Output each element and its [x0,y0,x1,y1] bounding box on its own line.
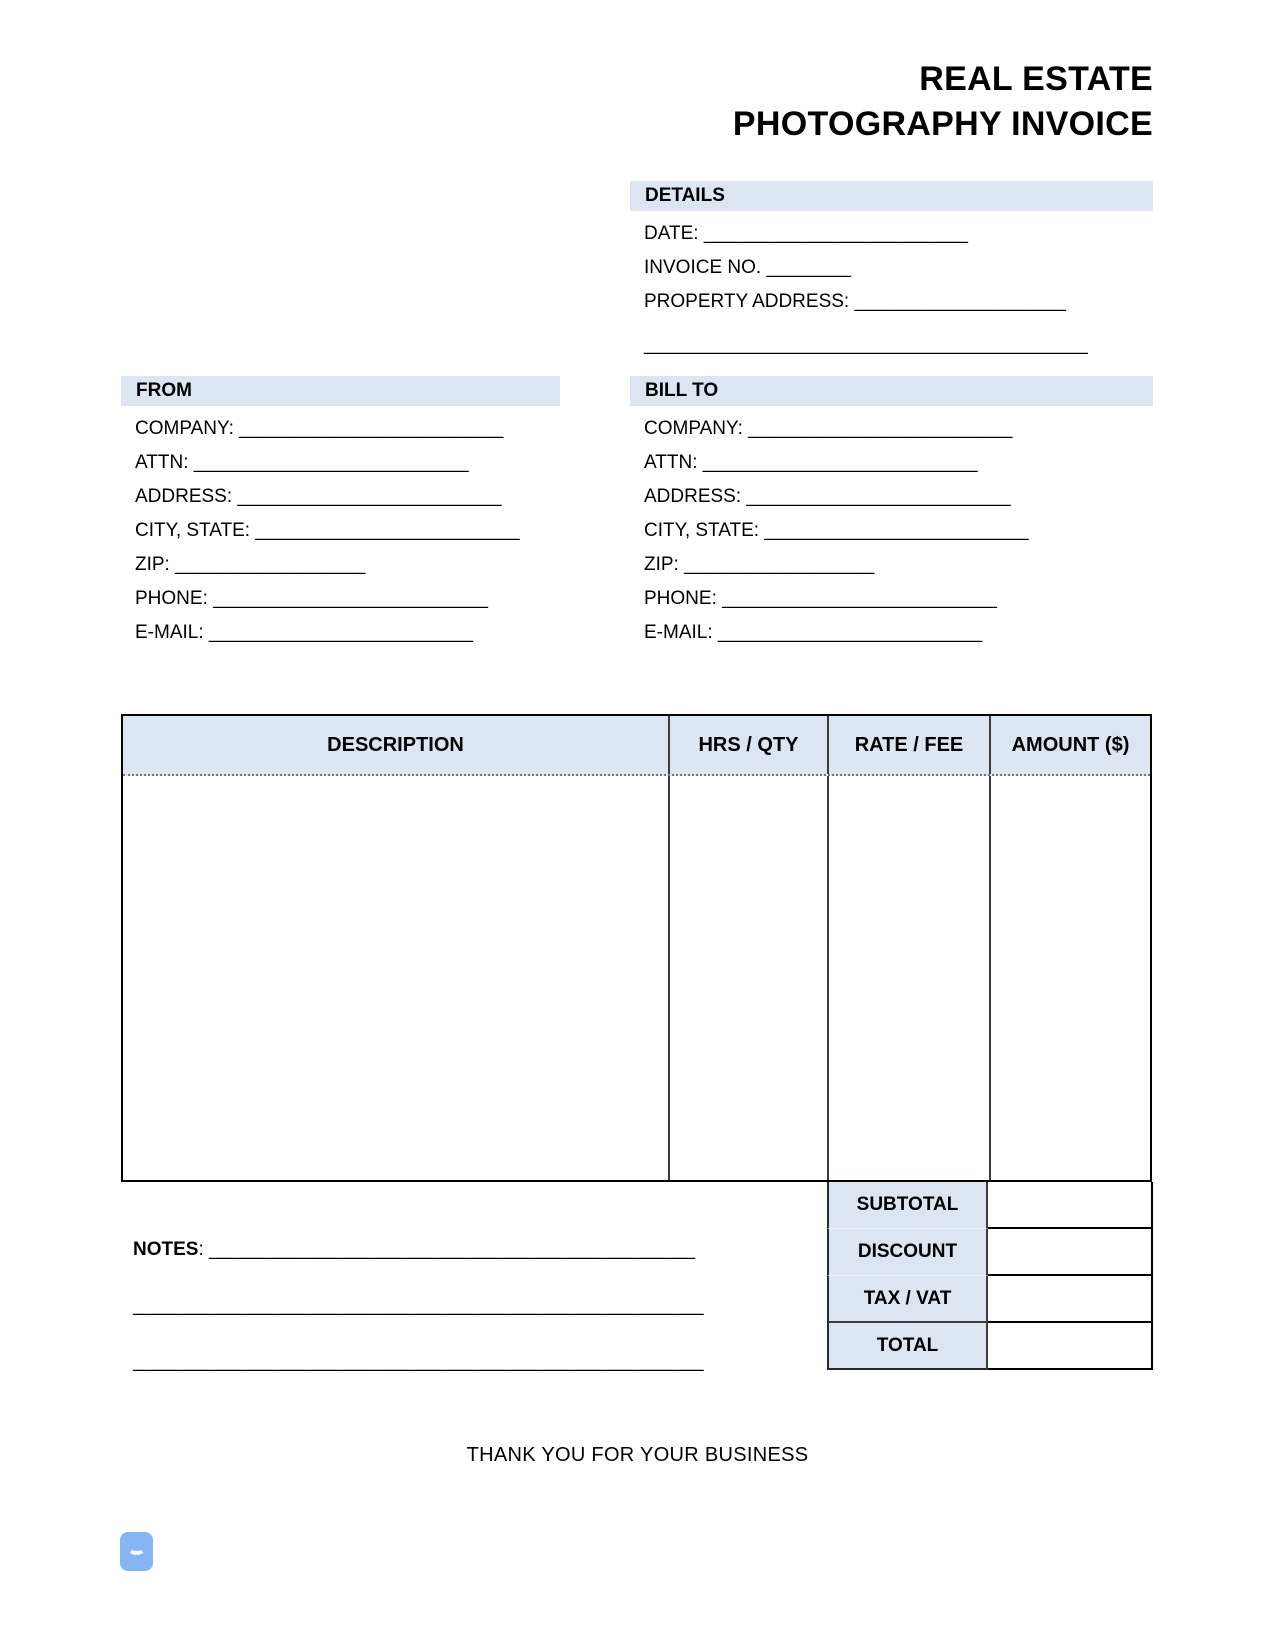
bill-to-email-blank-line[interactable]: _________________________ [717,622,983,643]
invoice-no-blank-line[interactable]: ________ [766,257,852,278]
amount-column-header: AMOUNT ($) [989,716,1150,774]
bill-to-phone-blank-line[interactable]: __________________________ [722,588,997,609]
subtotal-row [827,1182,1153,1229]
from-company-label: COMPANY: [135,418,234,439]
from-city-state-blank-line[interactable]: _________________________ [255,520,520,541]
bill-to-phone-label: PHONE: [644,588,717,609]
tax-vat-label: TAX / VAT [827,1276,988,1323]
total-row [827,1323,1153,1370]
hrs-qty-input-cell[interactable] [668,776,827,1180]
notes-blank-line-3[interactable]: ______________________________________________________ [133,1351,704,1372]
from-company-blank-line[interactable]: _________________________ [239,418,504,439]
discount-row [827,1229,1153,1276]
bill-to-zip-field [630,548,1153,582]
from-section [121,376,560,650]
bill-to-attn-blank-line[interactable]: __________________________ [702,452,978,473]
from-address-field [121,480,560,514]
property-address-field [630,285,1153,319]
tax-vat-value-cell[interactable] [988,1276,1153,1323]
from-phone-blank-line[interactable]: __________________________ [213,588,488,609]
from-attn-blank-line[interactable]: __________________________ [193,452,469,473]
notes-section [133,1222,704,1390]
bill-to-city-state-blank-line[interactable]: _________________________ [764,520,1029,541]
subtotal-value-cell[interactable] [988,1182,1153,1229]
bill-to-address-blank-line[interactable]: _________________________ [746,486,1011,507]
totals-summary [827,1182,1153,1370]
subtotal-label: SUBTOTAL [827,1182,988,1229]
description-input-cell[interactable] [123,776,668,1180]
from-email-field [121,616,560,650]
discount-label: DISCOUNT [827,1229,988,1276]
property-address-continuation-blank-line[interactable]: __________________________________________ [644,334,1088,355]
from-attn-label: ATTN: [135,452,189,473]
bill-to-email-field [630,616,1153,650]
line-items-table [121,714,1152,1182]
bill-to-company-blank-line[interactable]: _________________________ [748,418,1013,439]
bill-to-company-field [630,412,1153,446]
page-title-line1: REAL ESTATE [919,60,1153,98]
bill-to-company-label: COMPANY: [644,418,743,439]
bill-to-attn-field [630,446,1153,480]
invoice-maker-smile-logo-icon [120,1532,153,1571]
invoice-no-label: INVOICE NO. [644,257,762,278]
property-address-continuation-field [630,328,1153,362]
page-title [733,57,1153,147]
rate-fee-input-cell[interactable] [827,776,989,1180]
bill-to-city-state-field [630,514,1153,548]
bill-to-zip-label: ZIP: [644,554,679,575]
notes-separator: : [198,1239,210,1260]
from-city-state-label: CITY, STATE: [135,520,251,541]
line-items-body [123,776,1150,1180]
from-attn-field [121,446,560,480]
thank-you-message: THANK YOU FOR YOUR BUSINESS [466,1444,809,1466]
bill-to-email-label: E-MAIL: [644,622,713,643]
from-zip-blank-line[interactable]: __________________ [175,554,366,575]
amount-input-cell[interactable] [989,776,1150,1180]
from-city-state-field [121,514,560,548]
bill-to-header-bar: BILL TO [630,376,1153,406]
from-email-blank-line[interactable]: _________________________ [208,622,474,643]
bill-to-section [630,376,1153,650]
notes-line-3 [133,1334,704,1390]
date-blank-line[interactable]: _________________________ [703,223,969,244]
notes-blank-line-1[interactable]: ______________________________________________ [209,1239,696,1260]
bill-to-city-state-label: CITY, STATE: [644,520,760,541]
property-address-blank-line[interactable]: ____________________ [854,291,1066,312]
invoice-no-field [630,251,1153,285]
notes-line-2 [133,1278,704,1334]
details-fields [630,217,1153,362]
bill-to-address-field [630,480,1153,514]
bill-to-attn-label: ATTN: [644,452,698,473]
from-zip-field [121,548,560,582]
from-company-field [121,412,560,446]
rate-fee-column-header: RATE / FEE [827,716,989,774]
from-email-label: E-MAIL: [135,622,204,643]
from-phone-field [121,582,560,616]
page-title-line2: PHOTOGRAPHY INVOICE [732,105,1153,143]
property-address-label: PROPERTY ADDRESS: [644,291,850,312]
tax-vat-row [827,1276,1153,1323]
hrs-qty-column-header: HRS / QTY [668,716,827,774]
bill-to-fields [630,412,1153,650]
details-header-bar: DETAILS [630,181,1153,211]
date-field [630,217,1153,251]
discount-value-cell[interactable] [988,1229,1153,1276]
smile-icon [128,1542,145,1555]
notes-label: NOTES [133,1239,199,1260]
from-address-blank-line[interactable]: _________________________ [237,486,502,507]
date-label: DATE: [644,223,699,244]
bill-to-zip-blank-line[interactable]: __________________ [684,554,875,575]
description-column-header: DESCRIPTION [327,733,464,756]
from-fields [121,412,560,650]
total-label: TOTAL [827,1323,988,1370]
from-phone-label: PHONE: [135,588,208,609]
from-zip-label: ZIP: [135,554,170,575]
line-items-header-row [123,716,1150,776]
bill-to-address-label: ADDRESS: [644,486,742,507]
notes-blank-line-2[interactable]: ______________________________________________________ [133,1295,704,1316]
from-address-label: ADDRESS: [135,486,233,507]
total-value-cell[interactable] [988,1323,1153,1370]
details-section [630,181,1153,362]
from-header-bar: FROM [121,376,560,406]
notes-line-1 [133,1222,704,1278]
bill-to-phone-field [630,582,1153,616]
